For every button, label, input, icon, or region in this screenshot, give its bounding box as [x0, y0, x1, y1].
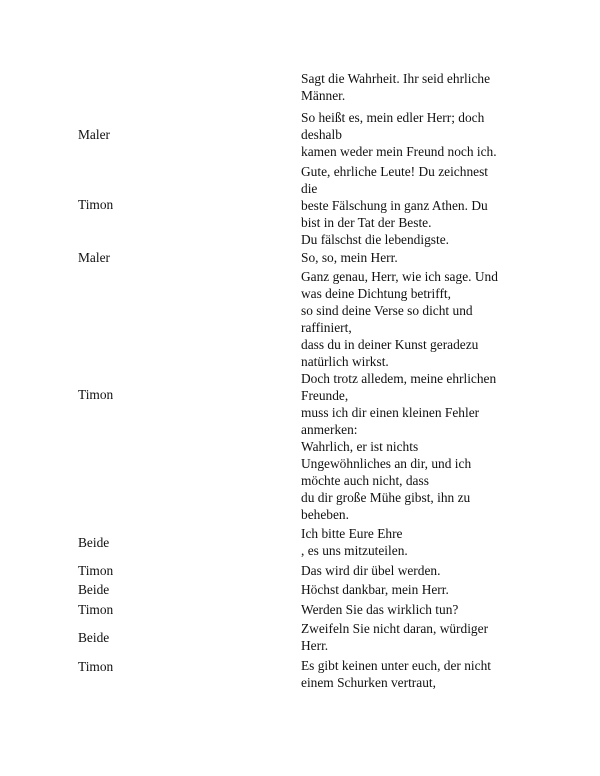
speech-text [301, 620, 531, 654]
speech-line: Gute, ehrliche Leute! Du zeichnest [301, 164, 489, 179]
speaker-name: Maler [78, 127, 110, 142]
speech-line: Das wird dir übel werden. [301, 563, 441, 578]
speech-line: Ungewöhnliches an dir, und ich [301, 456, 472, 471]
speech-line: was deine Dichtung betrifft, [301, 286, 451, 301]
speech-line: möchte auch nicht, dass [301, 473, 429, 488]
dialogue-row [0, 268, 600, 523]
dialogue-row [0, 249, 600, 266]
speech-line: muss ich dir einen kleinen Fehler [301, 405, 480, 420]
speech-line: beheben. [301, 507, 349, 522]
dialogue-row [0, 109, 600, 160]
speaker-name: Beide [78, 535, 110, 550]
speech-line: Männer. [301, 88, 346, 103]
dialogue-row [0, 601, 600, 618]
speech-line: du dir große Mühe gibst, ihn zu [301, 490, 471, 505]
speech-line: Herr. [301, 638, 329, 653]
speech-text [301, 601, 531, 618]
speech-text [301, 268, 531, 523]
speech-line: Sagt die Wahrheit. Ihr seid ehrliche [301, 71, 491, 86]
speech-text [301, 562, 531, 579]
speech-text [301, 70, 531, 104]
dialogue-row [0, 657, 600, 691]
speech-line: einem Schurken vertraut, [301, 675, 436, 690]
speaker-name: Timon [78, 197, 114, 212]
speech-line: natürlich wirkst. [301, 354, 389, 369]
dialogue-row [0, 562, 600, 579]
speaker-name: Beide [78, 582, 110, 597]
speaker-name: Timon [78, 563, 114, 578]
speech-line: Freunde, [301, 388, 349, 403]
speech-text [301, 581, 531, 598]
speech-line: Höchst dankbar, mein Herr. [301, 582, 449, 597]
speech-line: so sind deine Verse so dicht und [301, 303, 473, 318]
speech-line: Wahrlich, er ist nichts [301, 439, 419, 454]
speech-line: anmerken: [301, 422, 358, 437]
speaker-name: Timon [78, 659, 114, 674]
speech-line: kamen weder mein Freund noch ich. [301, 144, 497, 159]
dialogue-row [0, 70, 600, 104]
speech-line: Es gibt keinen unter euch, der nicht [301, 658, 492, 673]
speaker-name: Timon [78, 602, 114, 617]
speech-line: , es uns mitzuteilen. [301, 543, 408, 558]
speech-text [301, 163, 531, 248]
speech-line: Werden Sie das wirklich tun? [301, 602, 459, 617]
dialogue-row [0, 163, 600, 248]
speech-line: So heißt es, mein edler Herr; doch [301, 110, 485, 125]
dialogue-row [0, 620, 600, 654]
speech-text [301, 249, 531, 266]
dialogue-row [0, 581, 600, 598]
speech-line: raffiniert, [301, 320, 352, 335]
speech-text [301, 525, 531, 559]
speech-text [301, 657, 531, 691]
speech-line: So, so, mein Herr. [301, 250, 398, 265]
speech-line: bist in der Tat der Beste. [301, 215, 432, 230]
speech-line: Du fälschst die lebendigste. [301, 232, 450, 247]
speech-line: deshalb [301, 127, 342, 142]
speaker-name: Timon [78, 387, 114, 402]
dialogue-row [0, 525, 600, 559]
speech-line: Doch trotz alledem, meine ehrlichen [301, 371, 497, 386]
speech-line: beste Fälschung in ganz Athen. Du [301, 198, 488, 213]
speech-line: Ganz genau, Herr, wie ich sage. Und [301, 269, 498, 284]
speech-line: Ich bitte Eure Ehre [301, 526, 403, 541]
speech-line: dass du in deiner Kunst geradezu [301, 337, 479, 352]
speech-text [301, 109, 531, 160]
speaker-name: Maler [78, 250, 110, 265]
speech-line: Zweifeln Sie nicht daran, würdiger [301, 621, 489, 636]
speech-line: die [301, 181, 318, 196]
speaker-name: Beide [78, 630, 110, 645]
